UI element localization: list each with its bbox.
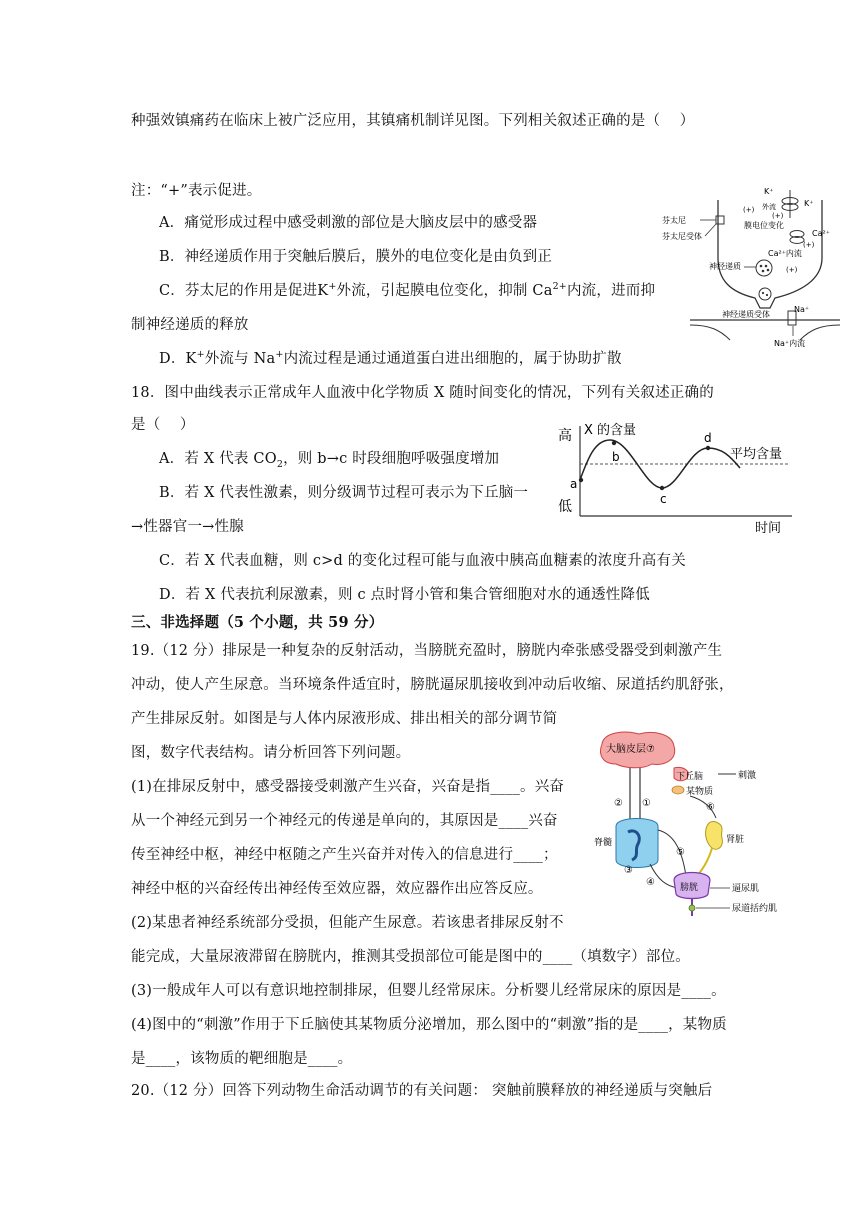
ca-in-label: Ca²⁺内流: [768, 249, 802, 258]
q17-d-sup-1: +: [196, 349, 205, 361]
q17-option-c: [159, 281, 655, 301]
q19-line-3: 产生排尿反射。如图是与人体内尿液形成、排出相关的部分调节简: [131, 711, 558, 727]
q17-d-text-1: D．K: [159, 351, 197, 367]
q17-c-text-3: 内流，进而抑: [566, 283, 656, 299]
cortex-label: 大脑皮层⑦: [606, 744, 655, 755]
q19-line-2: 冲动，使人产生尿意。当环境条件适宜时，膀胱逼尿肌接收到冲动后收缩、尿道括约肌舒张，: [131, 677, 734, 693]
q19-line-13: 是____，该物质的靶细胞是____。: [131, 1051, 353, 1067]
plus-sign-1: (+): [743, 206, 755, 214]
q18-option-a: [159, 449, 499, 469]
q19-line-10: 能完成，大量尿液滞留在膀胱内，推测其受损部位可能是图中的____（填数字）部位。: [131, 949, 690, 965]
q19-line-6: 从一个神经元到另一个神经元的传递是单向的，其原因是____兴奋: [131, 813, 558, 829]
point-d: [706, 446, 710, 450]
transmitter-label: 神经递质: [709, 262, 741, 271]
hypothalamus-label: 下丘脑: [676, 772, 704, 782]
plus-sign-3: (+): [803, 241, 815, 249]
x-content-graph: [550, 418, 800, 533]
label-b: b: [612, 450, 620, 464]
q18-stem: 18．图中曲线表示正常成年人血液中化学物质 X 随时间变化的情况，下列有关叙述正确的: [131, 385, 714, 401]
q17-c-sup-plus: +: [328, 281, 337, 293]
q18-stem-cont: 是（ ）: [131, 417, 195, 433]
q19-line-9: (2)某患者神经系统部分受损，但能产生尿意。若该患者排尿反射不: [131, 915, 564, 931]
substance-label: 某物质: [686, 787, 714, 797]
q17-c-text-1: C．芬太尼的作用是促进K: [159, 283, 329, 299]
graph-average-label: 平均含量: [730, 447, 783, 462]
num-1-label: ①: [642, 798, 651, 809]
q19-line-1: 19.（12 分）排尿是一种复杂的反射活动，当膀胱充盈时，膀胱内牵张感受器受到刺激产生: [131, 643, 723, 659]
q18-option-d: D．若 X 代表抗利尿激素，则 c 点时肾小管和集合管细胞对水的通透性降低: [159, 587, 650, 603]
q19-line-7: 传至神经中枢，神经中枢随之产生兴奋并对传入的信息进行____；: [131, 847, 558, 863]
fentanyl-receptor-icon: [716, 216, 724, 224]
bladder-label: 膀胱: [680, 883, 699, 893]
q18-a-text-1: A．若 X 代表 CO: [159, 451, 277, 467]
urination-reflex-diagram: [594, 730, 794, 920]
graph-low-label: 低: [558, 499, 572, 515]
q17-option-a: A．痛觉形成过程中感受刺激的部位是大脑皮层中的感受器: [159, 215, 538, 231]
q17-option-b: B．神经递质作用于突触后膜后，膜外的电位变化是由负到正: [159, 249, 553, 265]
num-6-label: ⑥: [706, 802, 715, 813]
q17-d-sup-2: +: [275, 349, 284, 361]
point-b: [612, 441, 616, 445]
num-4-label: ④: [646, 877, 655, 888]
q17-d-text-3: 内流过程是通过通道蛋白进出细胞的，属于协助扩散: [283, 351, 622, 367]
q17-d-text-2: 外流与 Na: [204, 351, 276, 367]
graph-title: X 的含量: [584, 423, 637, 438]
point-a: [579, 478, 583, 482]
detrusor-label: 逼尿肌: [732, 884, 760, 894]
q19-line-12: (4)图中的“刺激”作用于下丘脑使其某物质分泌增加，那么图中的“刺激”指的是____，某物质: [131, 1017, 727, 1033]
q17-option-c-cont: 制神经递质的释放: [131, 317, 249, 333]
kidney-label: 肾脏: [726, 835, 745, 845]
point-c: [660, 486, 664, 490]
k-out-label: 外流: [762, 203, 776, 211]
q17-c-text-2: 外流，引起膜电位变化，抑制 Ca: [336, 283, 553, 299]
q17-c-sup-2plus: 2+: [552, 281, 567, 293]
graph-time-label: 时间: [755, 521, 782, 533]
sphincter-label: 尿道括约肌: [732, 904, 778, 914]
label-a: a: [570, 477, 578, 491]
vesicle-icon: [756, 260, 772, 276]
k-top-label: K⁺: [764, 187, 774, 196]
q18-option-b: B．若 X 代表性激素，则分级调节过程可表示为下丘脑一: [159, 485, 529, 501]
q18-option-c: C．若 X 代表血糖，则 c>d 的变化过程可能与血液中胰高血糖素的浓度升高有关: [159, 553, 686, 569]
stimulus-label: 刺激: [738, 771, 757, 781]
pituitary-icon: [672, 786, 684, 794]
label-c: c: [660, 492, 667, 506]
q18-option-b-cont: →性器官一→性腺: [131, 519, 244, 535]
plus-sign-4: (+): [786, 266, 798, 274]
num-3-label: ③: [624, 865, 633, 876]
fentanyl-receptor-label: 芬太尼受体: [662, 232, 702, 241]
membrane-change-label: 膜电位变化: [744, 221, 784, 230]
ca-right-label: Ca²⁺: [812, 229, 830, 238]
section-3-heading: 三、非选择题（5 个小题，共 59 分）: [131, 614, 384, 631]
num-2-label: ②: [614, 798, 623, 809]
graph-high-label: 高: [558, 428, 572, 444]
spinal-cord-label: 脊髓: [594, 838, 613, 848]
transmitter-receptor-label: 神经递质受体: [722, 310, 770, 319]
q19-line-4: 图，数字代表结构。请分析回答下列问题。: [131, 745, 411, 761]
num-5-label: ⑤: [676, 847, 685, 858]
q17-note: 注：“+”表示促进。: [131, 183, 262, 199]
q19-line-5: (1)在排尿反射中，感受器接受刺激产生兴奋，兴奋是指____。兴奋: [131, 779, 565, 795]
q17-option-d: [159, 349, 622, 369]
na-label: Na⁺: [794, 305, 810, 314]
q17-intro: 种强效镇痛药在临床上被广泛应用，其镇痛机制详见图。下列相关叙述正确的是（ ）: [131, 113, 695, 129]
label-d: d: [704, 431, 712, 445]
q19-line-11: (3)一般成年人可以有意识地控制排尿，但婴儿经常尿床。分析婴儿经常尿床的原因是____。: [131, 983, 726, 999]
fentanyl-synapse-diagram: [660, 180, 850, 350]
k-right-label: K⁺: [804, 199, 814, 208]
plus-sign-2: (+): [772, 212, 784, 220]
q18-a-sub: 2: [276, 458, 284, 470]
fentanyl-label: 芬太尼: [662, 216, 686, 225]
release-vesicle-icon: [759, 288, 771, 300]
kidney-icon: [706, 822, 723, 850]
q18-a-text-2: ，则 b→c 时段细胞呼吸强度增加: [283, 451, 500, 467]
q20-line-1: 20.（12 分）回答下列动物生命活动调节的有关问题： 突触前膜释放的神经递质与突触后: [131, 1083, 713, 1099]
q19-line-8: 神经中枢的兴奋经传出神经传至效应器，效应器作出应答反应。: [131, 881, 543, 897]
ca-channel-icon: [790, 231, 804, 244]
sphincter-icon: [689, 905, 695, 911]
na-in-label: Na⁺内流: [774, 339, 806, 348]
